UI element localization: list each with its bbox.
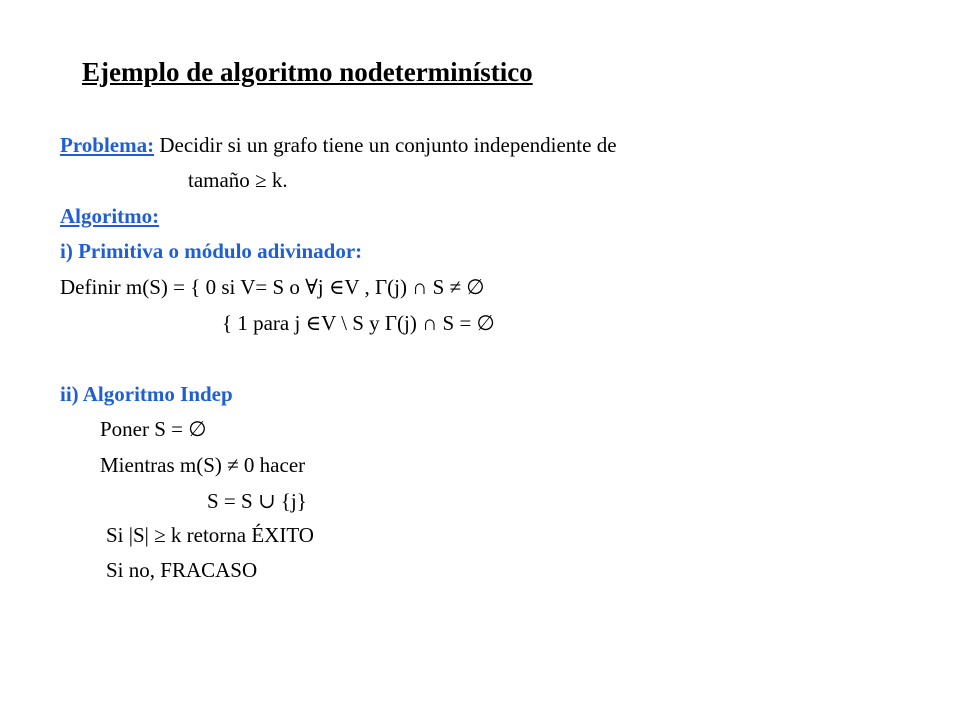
step-mientras: Mientras m(S) ≠ 0 hacer xyxy=(100,453,306,477)
definir-line-2: { 1 para j ∈V \ S y Γ(j) ∩ S = ∅ xyxy=(222,311,495,335)
step-si-no: Si no, FRACASO xyxy=(106,558,258,582)
primitiva-heading: i) Primitiva o módulo adivinador: xyxy=(60,239,363,263)
page-title: Ejemplo de algoritmo nodeterminístico xyxy=(82,57,533,87)
algoritmo-label: Algoritmo: xyxy=(60,204,160,228)
step-poner: Poner S = ∅ xyxy=(100,417,207,441)
definir-line-1: Definir m(S) = { 0 si V= S o ∀j ∈V , Γ(j) ∩ S ≠ ∅ xyxy=(60,275,485,299)
problema-text: Decidir si un grafo tiene un conjunto independiente de xyxy=(154,133,617,157)
problema-line xyxy=(60,132,617,158)
step-si-exito: Si |S| ≥ k retorna ÉXITO xyxy=(106,523,314,547)
problema-label: Problema: xyxy=(60,133,155,157)
step-asignar: S = S ∪ {j} xyxy=(207,489,307,513)
problema-continuation: tamaño ≥ k. xyxy=(188,168,288,192)
indep-heading: ii) Algoritmo Indep xyxy=(60,382,233,406)
